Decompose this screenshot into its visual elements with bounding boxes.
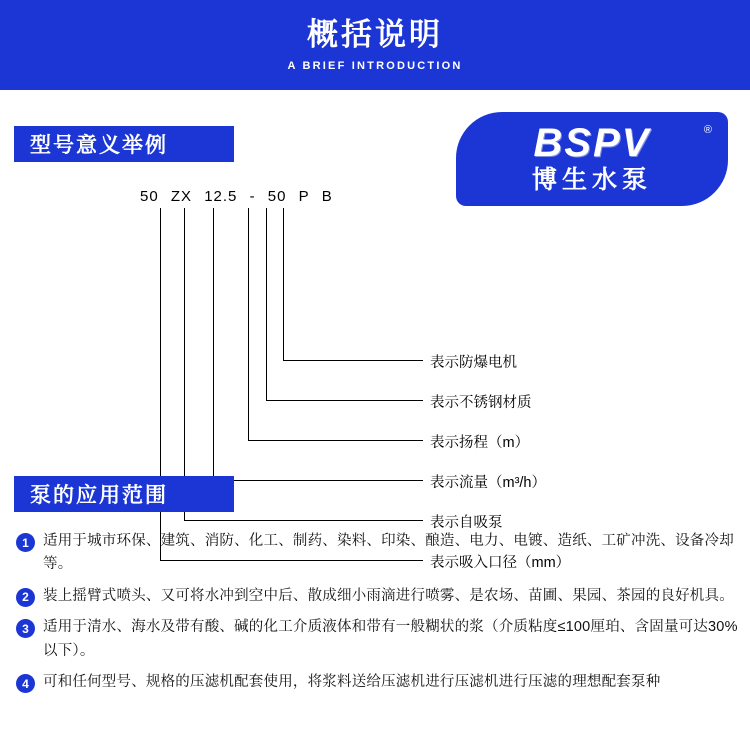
leader-line-h-4 <box>248 440 423 441</box>
code-part-3: - <box>249 188 256 205</box>
code-part-2: 12.5 <box>204 188 238 205</box>
section-heading-apply: 泵的应用范围 <box>14 476 234 512</box>
list-item <box>16 585 738 608</box>
registered-mark-icon: ® <box>703 124 712 136</box>
leader-line-h-3 <box>213 480 423 481</box>
legend-label-2: 表示扬程（m） <box>430 435 530 451</box>
code-part-1: ZX <box>170 188 193 205</box>
logo-brand-text: BSPV <box>533 121 651 165</box>
leader-line-h-6 <box>283 360 423 361</box>
legend-label-0: 表示防爆电机 <box>430 355 517 371</box>
list-item-text: 可和任何型号、规格的压滤机配套使用，将浆料送给压滤机进行压滤机进行压滤的理想配套泵种 <box>43 674 661 691</box>
leader-line-v-4 <box>248 208 249 440</box>
legend-label-1: 表示不锈钢材质 <box>430 395 532 411</box>
leader-line-h-2 <box>184 520 423 521</box>
list-item <box>16 616 738 663</box>
application-list <box>16 530 738 703</box>
leader-line-v-2 <box>184 208 185 520</box>
page-subtitle: A BRIEF INTRODUCTION <box>287 59 463 72</box>
logo-brand-cn: 博生水泵 <box>531 166 652 194</box>
code-part-4: 50 <box>267 188 287 205</box>
page-header <box>0 0 750 90</box>
list-item-text: 装上摇臂式喷头、又可将水冲到空中后、散成细小雨滴进行喷雾、是农场、苗圃、果园、茶园的良好机具。 <box>43 587 734 604</box>
content-sheet <box>0 90 750 741</box>
code-part-5: P <box>298 188 310 205</box>
section-heading-model: 型号意义举例 <box>14 126 234 162</box>
leader-line-v-3 <box>213 208 214 480</box>
model-code-string <box>140 188 340 205</box>
list-item <box>16 530 738 577</box>
legend-label-3: 表示流量（m³/h） <box>430 475 546 491</box>
code-part-0: 50 <box>140 188 159 205</box>
list-bullet-icon: 3 <box>16 619 35 638</box>
list-bullet-icon: 2 <box>16 588 35 607</box>
list-bullet-icon: 4 <box>16 674 35 693</box>
leader-line-v-6 <box>283 208 284 360</box>
list-bullet-icon: 1 <box>16 533 35 552</box>
list-item-text: 适用于城市环保、建筑、消防、化工、制药、染料、印染、酿造、电力、电镀、造纸、工矿冲洗、设备冷却等。 <box>43 533 734 573</box>
page-title: 概括说明 <box>307 17 443 53</box>
leader-line-v-5 <box>266 208 267 400</box>
legend-label-4: 表示自吸泵 <box>430 515 503 531</box>
code-part-6: B <box>321 188 333 205</box>
leader-line-h-5 <box>266 400 423 401</box>
list-item <box>16 671 738 694</box>
list-item-text: 适用于清水、海水及带有酸、碱的化工介质液体和带有一般糊状的浆（介质粘度≤100厘珀、含固量可达30%以下）。 <box>43 619 738 659</box>
legend-label-5: 表示吸入口径（mm） <box>430 555 571 571</box>
